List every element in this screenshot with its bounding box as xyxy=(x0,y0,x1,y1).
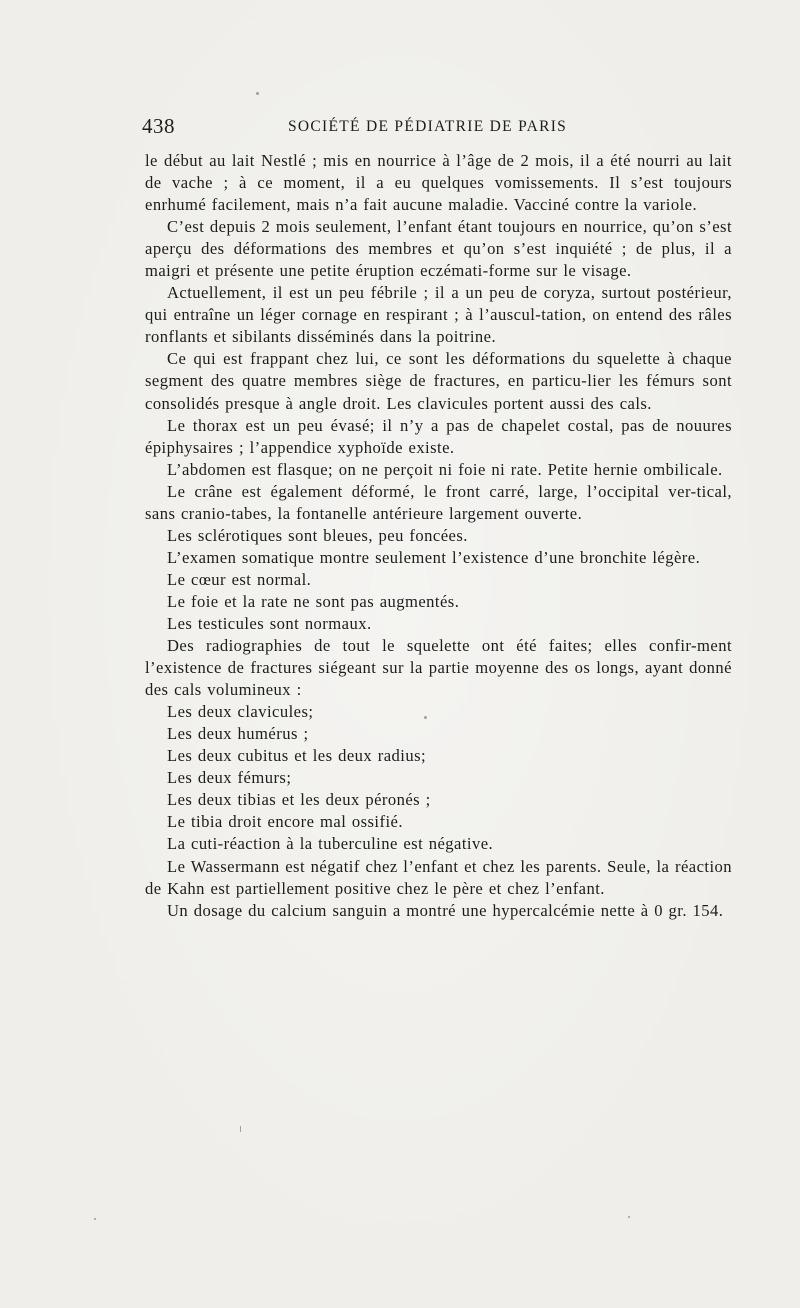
paragraph-history: le début au lait Nestlé ; mis en nourrice à l’âge de 2 mois, il a été nourri au lait de vache ; à ce moment, il a eu quelques vomissements. Il s’est toujours enrhumé facilement, mais n’a fait aucune maladie. Vacciné contre la variole. xyxy=(145,151,732,215)
paper-speck xyxy=(256,92,259,95)
paragraph-calcium: Un dosage du calcium sanguin a montré une hypercalcémie nette à 0 gr. 154. xyxy=(167,900,724,920)
paragraph-skeleton: Ce qui est frappant chez lui, ce sont les déformations du squelette à chaque segment des quatre membres siège de fractures, en particu-lier les fémurs sont consolidés presque à angle droit. Les clavicules portent aussi des cals. xyxy=(145,349,732,413)
paper-speck xyxy=(240,1126,241,1132)
paragraph-testicles: Les testicules sont normaux. xyxy=(167,613,372,633)
paragraph-thorax: Le thorax est un peu évasé; il n’y a pas de chapelet costal, pas de nouures épiphysaires ; l’appendice xyphoïde existe. xyxy=(145,415,732,457)
paragraph-sclerotics: Les sclérotiques sont bleues, peu foncées. xyxy=(167,525,468,545)
paragraph-heart: Le cœur est normal. xyxy=(167,569,312,589)
paragraph-radiographs: Des radiographies de tout le squelette ont été faites; elles confir-ment l’existence de fractures siégeant sur la partie moyenne des os longs, ayant donné des cals volumineux : xyxy=(145,636,732,700)
paragraph-deformations-onset: C’est depuis 2 mois seulement, l’enfant étant toujours en nourrice, qu’on s’est aperçu des déformations des membres et qu’on s’est inquiété ; de plus, il a maigri et présente une petite éruption eczémati-forme sur le visage. xyxy=(145,217,732,281)
paper-speck xyxy=(94,1218,96,1220)
body-text xyxy=(145,150,732,922)
list-item-clavicles: Les deux clavicules; xyxy=(167,702,314,722)
list-item-humerus: Les deux humérus ; xyxy=(167,724,309,744)
page-number: 438 xyxy=(142,114,175,138)
paragraph-cuti-reaction: La cuti-réaction à la tuberculine est négative. xyxy=(167,834,494,854)
paragraph-abdomen: L’abdomen est flasque; on ne perçoit ni foie ni rate. Petite hernie ombilicale. xyxy=(167,459,723,479)
list-item-femurs: Les deux fémurs; xyxy=(167,768,292,788)
paper-speck xyxy=(628,1216,630,1218)
paragraph-skull: Le crâne est également déformé, le front carré, large, l’occipital ver-tical, sans cranio-tabes, la fontanelle antérieure largement ouverte. xyxy=(145,481,732,523)
paragraph-liver-spleen: Le foie et la rate ne sont pas augmentés. xyxy=(167,591,460,611)
paragraph-somatic-exam: L’examen somatique montre seulement l’existence d’une bronchite légère. xyxy=(167,547,701,567)
list-item-right-tibia: Le tibia droit encore mal ossifié. xyxy=(167,812,403,832)
paper-speck xyxy=(424,716,427,719)
paragraph-wassermann: Le Wassermann est négatif chez l’enfant et chez les parents. Seule, la réaction de Kahn est partiellement positive chez le père et chez l’enfant. xyxy=(145,856,732,898)
paragraph-current-state: Actuellement, il est un peu fébrile ; il a un peu de coryza, surtout postérieur, qui entraîne un léger cornage en respirant ; à l’auscul-tation, on entend des râles ronflants et sibilants disséminés dans la poitrine. xyxy=(145,283,732,347)
list-item-tibias-fibulas: Les deux tibias et les deux péronés ; xyxy=(167,790,431,810)
page-header xyxy=(142,114,731,144)
running-title: SOCIÉTÉ DE PÉDIATRIE DE PARIS xyxy=(288,118,568,135)
list-item-ulna-radius: Les deux cubitus et les deux radius; xyxy=(167,746,427,766)
